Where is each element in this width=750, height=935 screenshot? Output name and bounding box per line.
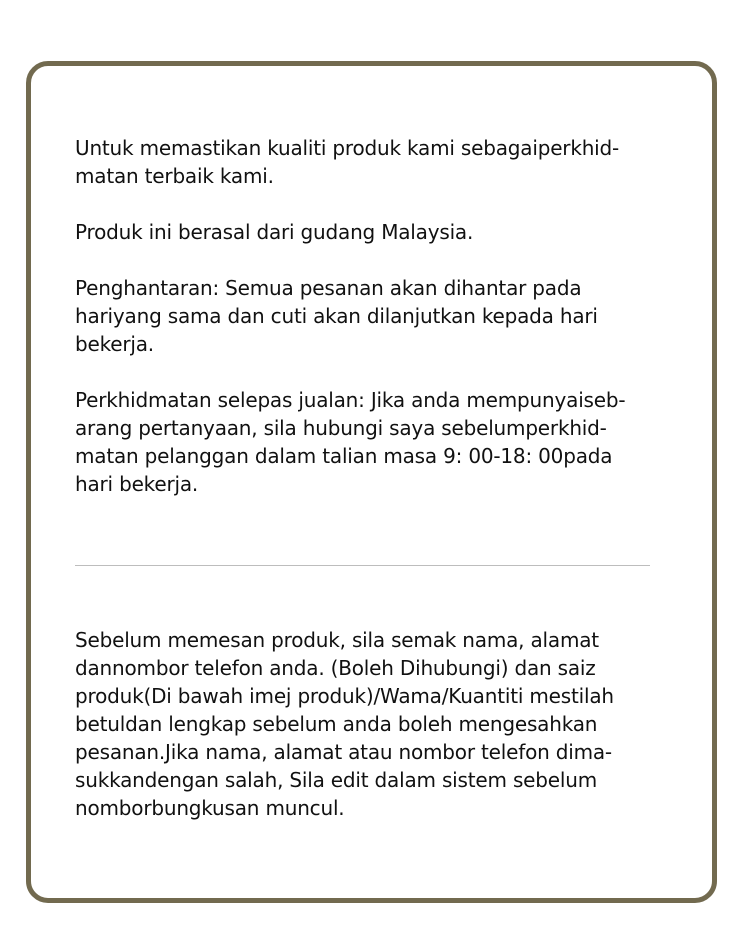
origin-paragraph: Produk ini berasal dari gudang Malaysia. (75, 220, 474, 244)
quality-paragraph: Untuk memastikan kualiti produk kami sebagaiperkhid- matan terbaik kami. (75, 136, 620, 188)
ordering-notice-paragraph: Sebelum memesan produk, sila semak nama, alamat dannombor telefon anda. (Boleh Dihubungi) dan saiz produk(Di bawah imej produk)/Wama/Kuantiti mestilah betuldan lengkap sebelum anda boleh mengesahkan pesanan.Jika nama, alamat atau nombor telefon dima- sukkandengan salah, Sila edit dalam sistem sebelum nomborbungkusan muncul. (75, 628, 614, 820)
delivery-paragraph: Penghantaran: Semua pesanan akan dihantar pada hariyang sama dan cuti akan dilanjutkan kepada hari bekerja. (75, 276, 598, 356)
after-sales-paragraph: Perkhidmatan selepas jualan: Jika anda mempunyaiseb- arang pertanyaan, sila hubungi saya sebelumperkhid- matan pelanggan dalam talian masa 9: 00-18: 00pada hari bekerja. (75, 388, 626, 496)
info-card (26, 61, 717, 903)
section-divider (75, 565, 650, 566)
